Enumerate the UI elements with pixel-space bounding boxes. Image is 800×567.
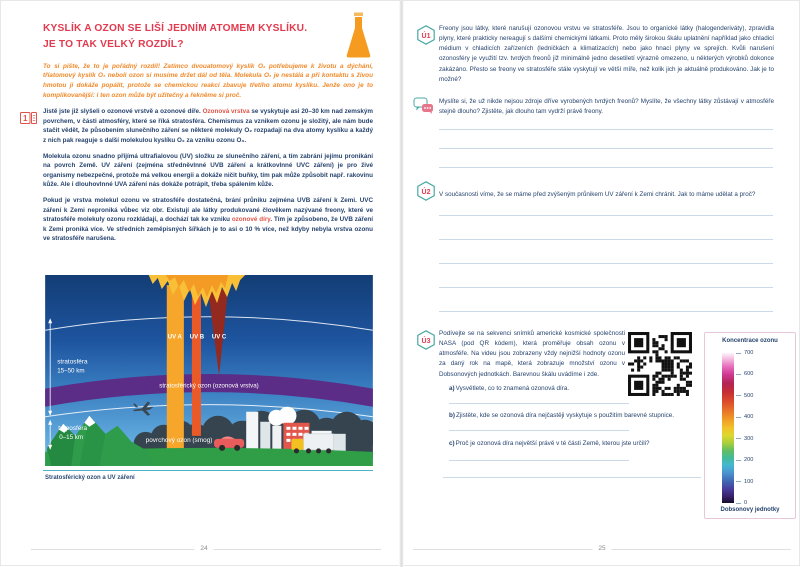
paragraph-ozone-hole: Pokud je vrstva molekul ozonu ve stratosféře dostatečná, brání průniku zejména UVB záření k Zemi. UVC záření k Zemi neproniká vůbec viz obr. Existují ale látky produkované člověkem nazývané freony, které ve stratosféře molekuly ozonu rozkládají, a dochází tak ke vzniku ozonové díry. Tím je způsobeno, že UVB záření k Zemi proniká více. Ve středních zeměpisných šířkách je to asi o 10 % více, než kdyby nebyla vrstva ozonu ve stratosféře narušena.: [43, 197, 373, 243]
stratosphere-label: stratosféra: [57, 358, 88, 366]
page-gutter: [399, 1, 404, 567]
svg-text:Ú1: Ú1: [421, 33, 431, 40]
intro-paragraph: To si pište, že to je pořádný rozdíl! Zatímco dvouatomový kyslík O₂ potřebujeme k životu a dýchání, tříatomový kyslík O₃ neboli ozon si musíme držet dál od těla. Molekula O₃ je nestálá a při kontaktu s živou hmotou ji dokáže popálit, protože se chemickou reakcí zbavuje třetího atomu kyslíku. Jenže ono je to komplikovanější: i ten ozon může být užitečný a řekněme si proč.: [43, 62, 373, 99]
sub-question-c: c)Proč je ozonová díra největší právě v té části Země, kterou jste určili?: [449, 440, 650, 447]
scale-tick: 0: [736, 500, 747, 506]
page-number-right: 25: [592, 545, 611, 552]
answer-line: [439, 148, 773, 149]
ozone-band-label: stratosférický ozon (ozonová vrstva): [159, 382, 259, 390]
question-2-text: V současnosti víme, že se máme před zvýšeným průnikem UV záření k Zemi chránit. Jak to máme udělat a proč?: [439, 191, 756, 199]
highlight-ozone-hole: ozonové díry: [231, 216, 271, 224]
hint-text: Myslíte si, že už nikde nejsou zdroje dříve vyrobených tvrdých freonů? Myslíte, že všechny látky zůstávají v atmosféře stejně dlouho? Zjistěte, jak dlouho tam vydrží právě freony.: [439, 98, 774, 116]
svg-text:1: 1: [22, 114, 28, 124]
figure-caption: Stratosférický ozon a UV záření: [45, 475, 135, 481]
scale-tick: 300: [736, 436, 753, 442]
highlight-ozone-layer: Ozonová vrstva: [202, 107, 250, 115]
task-badge-u1: [417, 25, 435, 45]
worksheet-reference-icon: [20, 111, 37, 130]
answer-line: [439, 129, 773, 130]
task-badge-u2: [417, 181, 435, 201]
scale-gradient-bar: [722, 353, 734, 503]
answer-line: [449, 403, 629, 404]
left-column: [43, 21, 373, 250]
question-3-text: Podívejte se na sekvenci snímků americké kosmické společnosti NASA (pod QR kódem), která proměřuje obsah ozonu v atmosféře. Na videu jsou zobrazeny vždy nejnižší hodnoty ozonu za daný rok na mapě, která zobrazuje množství ozonu v Dobsonových jednotkách. Barevnou škálu uvádíme i zde.: [439, 330, 625, 378]
atmosphere-illustration: [45, 275, 373, 466]
scale-tick: 200: [736, 457, 753, 463]
answer-line: [449, 460, 629, 461]
scale-tick: 100: [736, 479, 753, 485]
scale-title: Koncentrace ozonu: [722, 338, 778, 344]
uv-b-ray: [192, 285, 201, 436]
answer-line: [439, 239, 773, 240]
scale-tick: 500: [736, 393, 753, 399]
figure-divider: [43, 470, 373, 471]
answer-line: [439, 167, 773, 168]
sub-question-a: a)Vysvětlete, co to znamená ozonová díra.: [449, 385, 570, 392]
paragraph-ozone-layer: Jistě jste již slyšeli o ozonové vrstvě a ozonové díře. Ozonová vrstva se vyskytuje asi 20–30 km nad zemským povrchem, v části atmosféry, které se říká stratosféra. Chemismus za vznikem ozonu je složitý, ale nám bude stačit vědět, že působením slunečního záření se některé molekuly O₂ rozpadají na dva atomy kyslíku a každý z nich pak reaguje s další molekulou kyslíku O₂ za vzniku ozonu O₃.: [43, 107, 373, 144]
scale-tick: 400: [736, 414, 753, 420]
paragraph-uv: Molekula ozonu snadno přijímá ultrafialovou (UV) složku ze slunečního záření, a tím zabrání jejímu pronikání na povrch Země. UV záření (zejména středněvlnné UVB záření a krátkovlnné UVC záření) je pro živé organismy nebezpečné, protože má velkou energii a dokáže ničit buňky, tím pak může způsobit např. rakovinu kůže. Ale i dlouhovlnné UVA záření nás dokáže potrápit, třeba spálením kůže.: [43, 152, 373, 189]
speech-bubble-icon: [413, 97, 434, 119]
svg-text:Ú3: Ú3: [421, 338, 431, 345]
svg-text:Ú2: Ú2: [421, 189, 431, 196]
smog-label: povrchový ozon (smog): [145, 436, 213, 444]
answer-line: [443, 477, 701, 478]
troposphere-range-label: 0–15 km: [59, 433, 84, 441]
uv-a-label: UV A: [167, 334, 182, 341]
answer-line: [439, 311, 773, 312]
scale-unit-label: Dobsonovy jednotky: [720, 507, 780, 513]
question-1-text: Freony jsou látky, které narušují ozonovou vrstvu ve stratosféře. Jsou to organické látky (halogenderiváty), zpravidla plyny, které prakticky nereagují s dalšími chemickými látkami. Proto měly širokou škálu uplatnění například jako chladicí médium v chladicích zařízeních (ledničkách a klimatizacích) nebo jako hnací plyny ve sprejích. Kvůli narušení ozonosféry je využití tzv. tvrdých freonů již minimálně jedno desetiletí výrazně omezeno, u některých výrobků dokonce zakázáno. Přesto se freony ve stratosféře stále vyskytují ve větší míře, než kolik jich je aktuálně produkováno. Jak je to možné?: [439, 25, 774, 83]
answer-line: [439, 287, 773, 288]
ozone-scale-panel: [704, 332, 796, 519]
stratosphere-range-label: 15–50 km: [57, 367, 85, 375]
scale-tick: 600: [736, 371, 753, 377]
scale-ticks: [736, 350, 791, 506]
page-title: KYSLÍK A OZON SE LIŠÍ JEDNÍM ATOMEM KYSLÍKU.: [43, 23, 308, 34]
troposphere-label: troposféra: [58, 424, 88, 432]
uv-a-ray: [167, 285, 184, 450]
qr-code: [628, 332, 692, 396]
answer-line: [449, 430, 629, 431]
page-number-left: 24: [194, 545, 213, 552]
uv-c-label: UV C: [211, 334, 227, 341]
task-badge-u3: [417, 330, 435, 350]
answer-line: [439, 263, 773, 264]
uv-b-label: UV B: [189, 334, 205, 341]
sub-question-b: b)Zjistěte, kde se ozonová díra nejčastěji vyskytuje s použitím barevné stupnice.: [449, 412, 675, 419]
page-title-line2: JE TO TAK VELKÝ ROZDÍL?: [43, 39, 184, 51]
answer-line: [439, 215, 773, 216]
scale-tick: 700: [736, 350, 753, 356]
